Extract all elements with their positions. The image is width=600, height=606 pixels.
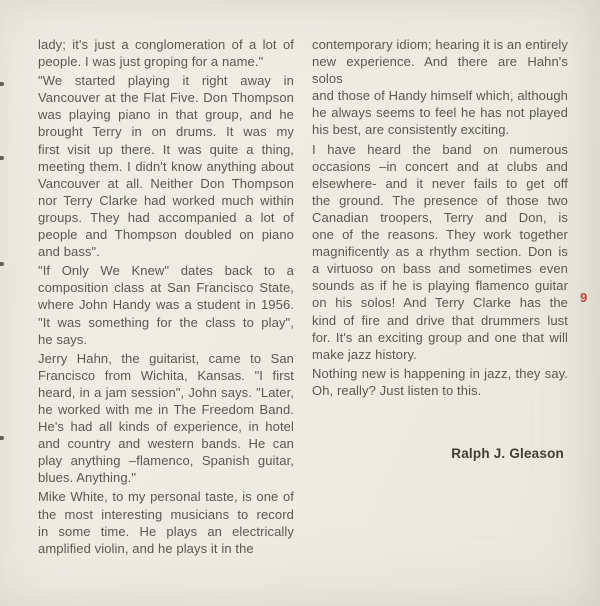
paragraph [38, 262, 294, 347]
text-line: his best, are consistently exciting. [312, 122, 510, 138]
text-line: Oh, really? Just listen to this. [312, 382, 482, 398]
text-line: brought Terry in on drums. It was my [38, 124, 294, 140]
text-line: "We started playing it right away in [38, 73, 294, 89]
text-line: play anything –flamenco, Spanish guitar, [38, 453, 294, 469]
text-line: sounds as if he is playing flamenco guitar [312, 278, 568, 294]
scan-speck [0, 436, 4, 440]
text-line: Vancouver at all. Neither Don Thompson [38, 175, 294, 191]
text-line: occasions –in concert and at clubs and [312, 158, 568, 174]
text-line: composition class at San Francisco State, [38, 280, 294, 296]
text-line: meeting them. I didn't know anything about [38, 158, 294, 174]
text-line: he says. [38, 331, 88, 347]
text-line: people and Thompson doubled on piano [38, 227, 294, 243]
paragraph [312, 365, 568, 399]
text-line: heard, in a jam session", John says. "Later, [38, 384, 294, 400]
text-line: and country and western bands. He can [38, 436, 294, 452]
text-line: a virtuoso on bass and sometimes even [312, 261, 568, 277]
paragraph [312, 36, 568, 139]
text-line: the ground. The presence of those two [312, 192, 568, 208]
scan-speck [0, 262, 4, 266]
text-line: Jerry Hahn, the guitarist, came to San [38, 350, 294, 366]
text-line: elsewhere- and it never fails to get off [312, 175, 568, 191]
text-line: nor Terry Clarke had worked much within [38, 192, 294, 208]
text-line: contemporary idiom; hearing it is an entirely [312, 37, 568, 52]
text-line: "It was something for the class to play", [38, 314, 294, 330]
author-signature: Ralph J. Gleason [451, 445, 564, 461]
text-line: Francisco from Wichita, Kansas. "I first [38, 367, 294, 383]
page-number: 9 [580, 290, 588, 305]
text-line: people. I was just groping for a name." [38, 54, 264, 70]
text-line: blues. Anything." [38, 470, 137, 486]
text-line: lady; it's just a conglomeration of a lot of [38, 37, 294, 52]
text-line: one of the reasons. They work together [312, 227, 568, 243]
text-line: "If Only We Knew" dates back to a [38, 263, 294, 279]
text-line: the most interesting musicians to record [38, 506, 294, 522]
paragraph [38, 36, 294, 70]
text-line: make jazz history. [312, 346, 417, 362]
paragraph [38, 72, 294, 260]
scan-speck [0, 82, 4, 86]
text-line: He's had all kinds of experience, in hotel [38, 419, 294, 435]
text-line: and bass". [38, 244, 100, 260]
scan-speck [0, 156, 4, 160]
paragraph [38, 488, 294, 556]
text-line: groups. They had accompanied a lot of [38, 209, 294, 225]
paragraph [312, 141, 568, 363]
text-line: was playing piano in that group, and he [38, 107, 294, 123]
text-line: Nothing new is happening in jazz, they say. [312, 365, 568, 381]
text-line: on his solos! And Terry Clarke has the [312, 295, 568, 311]
text-line: I have heard the band on numerous [312, 141, 568, 157]
text-column-left [38, 36, 294, 559]
text-line: magnificently as a rhythm section. Don is [312, 244, 568, 260]
text-column-right [312, 36, 568, 462]
text-line: where John Handy was a student in 1956. [38, 297, 294, 313]
text-line: kind of fire and drive that drummers lust [312, 312, 568, 328]
text-line: Mike White, to my personal taste, is one of [38, 489, 294, 505]
text-line: for. It's an exciting group and one that will [312, 329, 568, 345]
text-line: Vancouver at the Flat Five. Don Thompson [38, 90, 294, 106]
paragraph [38, 350, 294, 487]
text-line: amplified violin, and he plays it in the [38, 540, 254, 556]
text-line: first visit up there. It was quite a thing, [38, 141, 294, 157]
text-line: and those of Handy himself which, although [312, 88, 568, 104]
text-line: new experience. And there are Hahn's solos [312, 54, 568, 87]
text-line: he worked with me in The Freedom Band. [38, 401, 294, 417]
text-line: he always seems to feel he has not played [312, 105, 568, 121]
text-line: in some time. He plays an electrically [38, 523, 294, 539]
text-line: Canadian troopers, Terry and Don, is [312, 209, 568, 225]
